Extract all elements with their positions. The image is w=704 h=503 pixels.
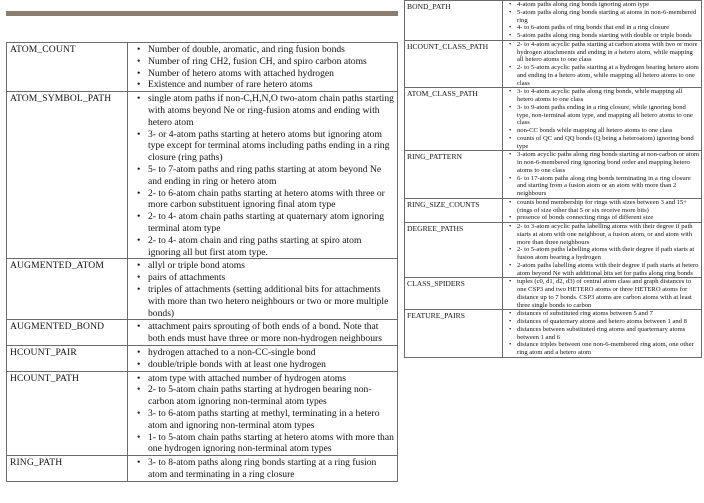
table-row xyxy=(7,320,398,346)
feature-description-cell xyxy=(128,345,398,371)
feature-description-cell xyxy=(503,278,702,310)
fingerprint-feature-table-left xyxy=(6,42,398,482)
table-row xyxy=(7,259,398,320)
list-item: • hydrogen attached to a non-CC-single bond xyxy=(148,347,395,359)
list-item: • 2- to 3-atom acyclic paths labelling atoms with their degree if path starts at atom with one neighbour, a fusion atom, or and atom with more than three neighbours xyxy=(517,223,699,246)
list-item: • 2- to 4- atom chain paths starting at quaternary atom ignoring terminal atom type xyxy=(148,211,395,235)
feature-name-cell: HCOUNT_CLASS_PATH xyxy=(405,40,503,88)
feature-name-cell: AUGMENTED_BOND xyxy=(7,320,128,346)
feature-bullet-list xyxy=(503,41,699,88)
list-item: • 2- to 5-atom chain paths starting at hydrogen bearing non-carbon atom ignoring non-terminal atom types xyxy=(148,384,395,408)
list-item: • 3- or 4-atom paths starting at hetero atoms but ignoring atom type except for terminal atoms including paths ending in a ring closure (ring paths) xyxy=(148,129,395,164)
feature-name-cell: DEGREE_PATHS xyxy=(405,223,503,278)
list-item: • 3- to 6-atom paths starting at methyl, terminating in a hetero atom and ignoring non-terminal atom types xyxy=(148,408,395,432)
table-row xyxy=(405,40,702,88)
table-row xyxy=(7,456,398,482)
feature-bullet-list xyxy=(128,457,395,481)
feature-name-cell: AUGMENTED_ATOM xyxy=(7,259,128,320)
feature-description-cell xyxy=(503,1,702,41)
table-row xyxy=(7,345,398,371)
list-item: • double/triple bonds with at least one hydrogen xyxy=(148,359,395,371)
table-row xyxy=(405,1,702,41)
list-item: • 3- to 8-atom paths along ring bonds starting at a ring fusion atom and terminating in a ring closure xyxy=(148,457,395,481)
feature-name-cell: FEATURE_PAIRS xyxy=(405,310,503,358)
feature-name-cell: HCOUNT_PAIR xyxy=(7,345,128,371)
list-item: • 3-atom acyclic paths along ring bonds starting at non-carbon or atom in non-6-membered ring ignoring bond order and mapping hetero atoms to one class xyxy=(517,151,699,174)
table-row xyxy=(7,371,398,456)
list-item: • Number of ring CH2, fusion CH, and spiro carbon atoms xyxy=(148,56,395,68)
feature-name-cell: ATOM_CLASS_PATH xyxy=(405,88,503,151)
list-item: • 2-atom paths labelling atoms with their degree if path starts at hetero atom beyond Ne with additional bits set for paths along ring bonds xyxy=(517,262,699,278)
feature-name-cell: CLASS_SPIDERS xyxy=(405,278,503,310)
feature-bullet-list xyxy=(128,321,395,345)
list-item: • 6- to 17-atom paths along ring bonds terminating in a ring closure and starting from a fusion atom or an atom with more than 2 neighbours xyxy=(517,175,699,198)
slide-top-bar xyxy=(0,0,398,42)
table-row xyxy=(405,151,702,199)
feature-bullet-list xyxy=(128,93,395,258)
feature-bullet-list xyxy=(503,223,699,277)
feature-description-cell xyxy=(503,223,702,278)
list-item: • allyl or triple bond atoms xyxy=(148,260,395,272)
decorative-rule xyxy=(6,11,398,16)
feature-bullet-list xyxy=(503,310,699,357)
feature-name-cell: BOND_PATH xyxy=(405,1,503,41)
feature-description-cell xyxy=(503,151,702,199)
feature-bullet-list xyxy=(128,44,395,91)
table-row xyxy=(405,198,702,222)
table-row xyxy=(7,92,398,259)
table-row xyxy=(405,310,702,358)
feature-name-cell: RING_SIZE_COUNTS xyxy=(405,198,503,222)
list-item: • distances of substituted ring atoms between 5 and 7 xyxy=(517,310,699,318)
feature-name-cell: HCOUNT_PATH xyxy=(7,371,128,456)
feature-bullet-list xyxy=(503,88,699,150)
list-item: • non-CC bonds while mapping all hetero atoms to one class xyxy=(517,127,699,135)
table-row xyxy=(405,223,702,278)
feature-bullet-list xyxy=(128,373,395,456)
list-item: • tuples (c0, d1, d2, d3) of central atom class and graph distances to one CSP3 and two HETERO atoms or three HETERO atoms for distance up to 7 bonds. CSP3 atoms are carbon atoms with at least three single bonds to carbon xyxy=(517,278,699,309)
list-item: • 5- to 7-atom paths and ring paths starting at atom beyond Ne and ending in ring or hetero atom xyxy=(148,164,395,188)
list-item: • 2- to 4- atom chain and ring paths starting at spiro atom ignoring all but first atom type. xyxy=(148,235,395,259)
list-item: • atom type with attached number of hydrogen atoms xyxy=(148,373,395,385)
list-item: • 2- to 5-atom acyclic paths starting at a hydrogen bearing hetero atom and ending in a hetero atom, while mapping all hetero atoms to one class xyxy=(517,64,699,87)
list-item: • counts of QC and QQ bonds (Q being a heteroatom) ignoring bond type xyxy=(517,135,699,151)
list-item: • counts bond membership for rings with sizes between 3 and 15+ (rings of size other that 5 or six receive more bits) xyxy=(517,199,699,215)
feature-bullet-list xyxy=(128,260,395,319)
list-item: • Number of double, aromatic, and ring fusion bonds xyxy=(148,44,395,56)
list-item: • 4- to 6-atom paths of ring bonds that end in a ring closure xyxy=(517,24,699,32)
list-item: • distances of quaternary atoms and hetero atoms between 1 and 8 xyxy=(517,318,699,326)
list-item: • 2- to 5-atom paths labelling atoms with their degree if path starts at fusion atom bearing a hydrogen xyxy=(517,246,699,262)
feature-description-cell xyxy=(128,43,398,92)
list-item: • attachment pairs sprouting of both ends of a bond. Note that both ends must have three or more non-hydrogen neighbours xyxy=(148,321,395,345)
feature-description-cell xyxy=(503,40,702,88)
list-item: • 2- to 4-atom acyclic paths starting at carbon atoms with two or more hydrogen attachments and ending in a hetero atom, while mapping all hetero atoms to one class xyxy=(517,41,699,64)
list-item: • pairs of attachments xyxy=(148,272,395,284)
list-item: • triples of attachments (setting additional bits for attachments with more than two hetero neighbours or two or more multiple bonds) xyxy=(148,284,395,319)
table-row xyxy=(7,43,398,92)
list-item: • 1- to 5-atom chain paths starting at hetero atoms with more than one hydrogen ignoring non-terminal atom types xyxy=(148,432,395,456)
list-item: • distances between substituted ring atoms and quarternary atoms between 1 and 6 xyxy=(517,326,699,342)
list-item: • presence of bonds connecting rings of different size xyxy=(517,214,699,222)
feature-description-cell xyxy=(128,92,398,259)
feature-name-cell: RING_PATTERN xyxy=(405,151,503,199)
feature-name-cell: ATOM_SYMBOL_PATH xyxy=(7,92,128,259)
feature-description-cell xyxy=(503,310,702,358)
feature-description-cell xyxy=(128,259,398,320)
feature-bullet-list xyxy=(503,1,699,40)
list-item: • 5-atom paths along ring bonds starting at atoms in non-6-membered ring xyxy=(517,9,699,25)
list-item: • 3- to 4-atom acyclic paths along ring bonds, while mapping all hetero atoms to one class xyxy=(517,88,699,104)
list-item: • distance triples between one non-6-membered ring atom, one other ring atom and a hetero atom xyxy=(517,341,699,357)
list-item: • Number of hetero atoms with attached hydrogen xyxy=(148,68,395,80)
feature-bullet-list xyxy=(503,151,699,198)
feature-name-cell: RING_PATH xyxy=(7,456,128,482)
table-row xyxy=(405,88,702,151)
feature-description-cell xyxy=(128,456,398,482)
feature-description-cell xyxy=(503,88,702,151)
feature-name-cell: ATOM_COUNT xyxy=(7,43,128,92)
feature-bullet-list xyxy=(128,347,395,371)
list-item: • 4-atom paths along ring bonds ignoring atom type xyxy=(517,1,699,9)
feature-description-cell xyxy=(128,371,398,456)
feature-bullet-list xyxy=(503,199,699,222)
list-item: • Existence and number of rare hetero atoms xyxy=(148,79,395,91)
feature-description-cell xyxy=(503,198,702,222)
table-row xyxy=(405,278,702,310)
feature-bullet-list xyxy=(503,278,699,309)
list-item: • single atom paths if non-C,H,N,O two-atom chain paths starting with atoms beyond Ne or ring-fusion atoms and ending with hetero atom xyxy=(148,93,395,128)
fingerprint-feature-table-right xyxy=(404,0,702,358)
list-item: • 2- to 6-atom chain paths starting at hetero atoms with three or more carbon substituent ignoring final atom type xyxy=(148,188,395,212)
list-item: • 3- to 9-atom paths ending in a ring closure, while ignoring bond type, non-terminal atom type, and mapping all hetero atoms to one class xyxy=(517,104,699,127)
list-item: • 5-atom paths along ring bonds starting with double or triple bonds xyxy=(517,32,699,40)
feature-description-cell xyxy=(128,320,398,346)
